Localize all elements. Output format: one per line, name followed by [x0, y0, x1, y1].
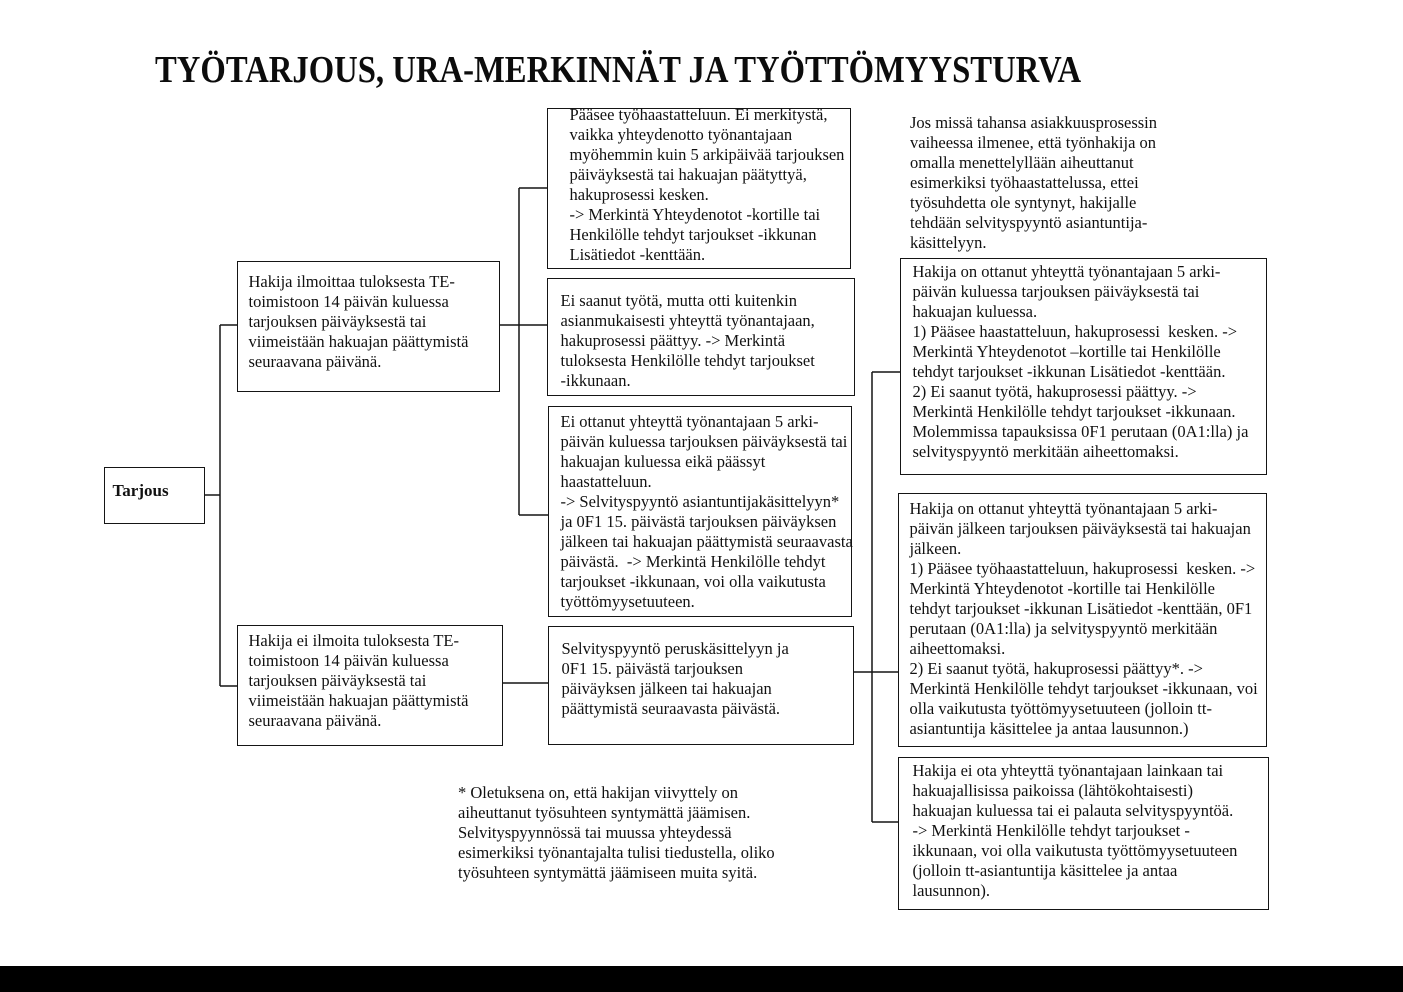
node-selvityspyynto-perus-text: Selvityspyyntö peruskäsittelyyn ja 0F1 15. päivästä tarjouksen päiväyksen jälkeen tai hakuajan päättymistä seuraavasta päivästä.: [561, 639, 789, 718]
node-ilmoittaa-text: Hakija ilmoittaa tuloksesta TE- toimistoon 14 päivän kuluessa tarjouksen päiväyksestä tai viimeistään hakuajan päättymistä seuraavana päivänä.: [248, 272, 469, 371]
node-ei-saanut-tyota-text: Ei saanut työtä, mutta otti kuitenkin asianmukaisesti yhteyttä työnantajaan, hakuprosessi päättyy. -> Merkintä tuloksesta Henkilölle tehdyt tarjoukset -ikkunaan.: [560, 291, 815, 390]
node-yhteys-jalkeen: [898, 493, 1267, 747]
node-ei-ottanut-yhteytta: [548, 406, 852, 617]
footnote: * Oletuksena on, että hakijan viivyttely on aiheuttanut työsuhteen syntymättä jäämisen. Selvityspyynnössä tai muussa yhteydessä esimerkiksi työnantajalta tulisi tiedustella, oliko työsuhteen syntymättä jäämiseen muita syitä.: [458, 783, 775, 882]
side-note: Jos missä tahansa asiakkuusprosessin vaiheessa ilmenee, että työnhakija on omalla menettelyllään aiheuttanut esimerkiksi työhaastattelussa, ettei työsuhdetta ole syntynyt, hakijalle tehdään selvityspyyntö asiantuntija- käsittelyyn.: [910, 113, 1158, 252]
node-tarjous: [104, 467, 205, 524]
node-yhteys-kuluessa: [900, 258, 1267, 475]
node-ei-ilmoita-text: Hakija ei ilmoita tuloksesta TE- toimistoon 14 päivän kuluessa tarjouksen päiväyksestä tai viimeistään hakuajan päättymistä seuraavana päivänä.: [248, 631, 469, 730]
node-ei-ilmoita: [237, 625, 503, 746]
scan-border-bar: [0, 966, 1403, 992]
node-paasee-haastatteluun: [547, 105, 851, 269]
node-ei-ota-yhteytta-text: Hakija ei ota yhteyttä työnantajaan lainkaan tai hakuajallisissa paikoissa (lähtökohtaisesti) hakuajan kuluessa tai ei palauta selvityspyyntöä. -> Merkintä Henkilölle tehdyt tarjoukset - ikkunaan, voi olla vaikutusta työttömyysetuuteen (jolloin tt-asiantuntija käsittelee ja antaa lausunnon).: [912, 761, 1238, 900]
node-ei-ota-yhteytta: [898, 757, 1269, 910]
page-title: TYÖTARJOUS, URA-MERKINNÄT JA TYÖTTÖMYYSTURVA: [155, 49, 1082, 91]
node-ei-saanut-tyota: [547, 278, 855, 396]
node-selvityspyynto-perus: [548, 626, 854, 745]
node-ilmoittaa: [237, 261, 500, 392]
node-ei-ottanut-yhteytta-text: Ei ottanut yhteyttä työnantajaan 5 arki- päivän kuluessa tarjouksen päiväyksestä tai hakuajan kuluessa eikä päässyt haastatteluun. -> Selvityspyyntö asiantuntijakäsittelyyn* ja 0F1 15. päivästä tarjouksen päiväyksen jälkeen tai hakuajan päättymistä seuraavasta päivästä. -> Merkintä Henkilölle tehdyt tarjoukset -ikkunaan, voi olla vaikutusta työttömyysetuuteen.: [560, 412, 853, 611]
node-tarjous-label: Tarjous: [112, 481, 169, 500]
node-paasee-haastatteluun-text: Pääsee työhaastatteluun. Ei merkitystä, vaikka yhteydenotto työnantajaan myöhemmin kuin 5 arkipäivää tarjouksen päiväyksestä tai hakuajan päätyttyä, hakuprosessi kesken. -> Merkintä Yhteydenotot -kortille tai Henkilölle tehdyt tarjoukset -ikkunan Lisätiedot -kenttään.: [569, 105, 845, 264]
node-yhteys-kuluessa-text: Hakija on ottanut yhteyttä työnantajaan 5 arki- päivän kuluessa tarjouksen päiväyksestä tai hakuajan kuluessa. 1) Pääsee haastatteluun, hakuprosessi kesken. -> Merkintä Yhteydenotot –kortille tai Henkilölle tehdyt tarjoukset -ikkunan Lisätiedot -kenttään. 2) Ei saanut työtä, hakuprosessi päättyy. -> Merkintä Henkilölle tehdyt tarjoukset -ikkunaan. Molemmissa tapauksissa 0F1 perutaan (0A1:lla) ja selvityspyyntö merkitään aiheettomaksi.: [912, 262, 1249, 461]
node-yhteys-jalkeen-text: Hakija on ottanut yhteyttä työnantajaan 5 arki- päivän jälkeen tarjouksen päiväyksestä tai hakuajan jälkeen. 1) Pääsee työhaastatteluun, hakuprosessi kesken. -> Merkintä Yhteydenotot -kortille tai Henkilölle tehdyt tarjoukset -ikkunan Lisätiedot -kenttään, 0F1 perutaan (0A1:lla) ja selvityspyyntö merkitään aiheettomaksi. 2) Ei saanut työtä, hakuprosessi päättyy*. -> Merkintä Henkilölle tehdyt tarjoukset -ikkunaan, voi olla vaikutusta työttömyysetuuteen (jolloin tt- asiantuntija käsittelee ja antaa lausunnon.): [909, 499, 1258, 738]
